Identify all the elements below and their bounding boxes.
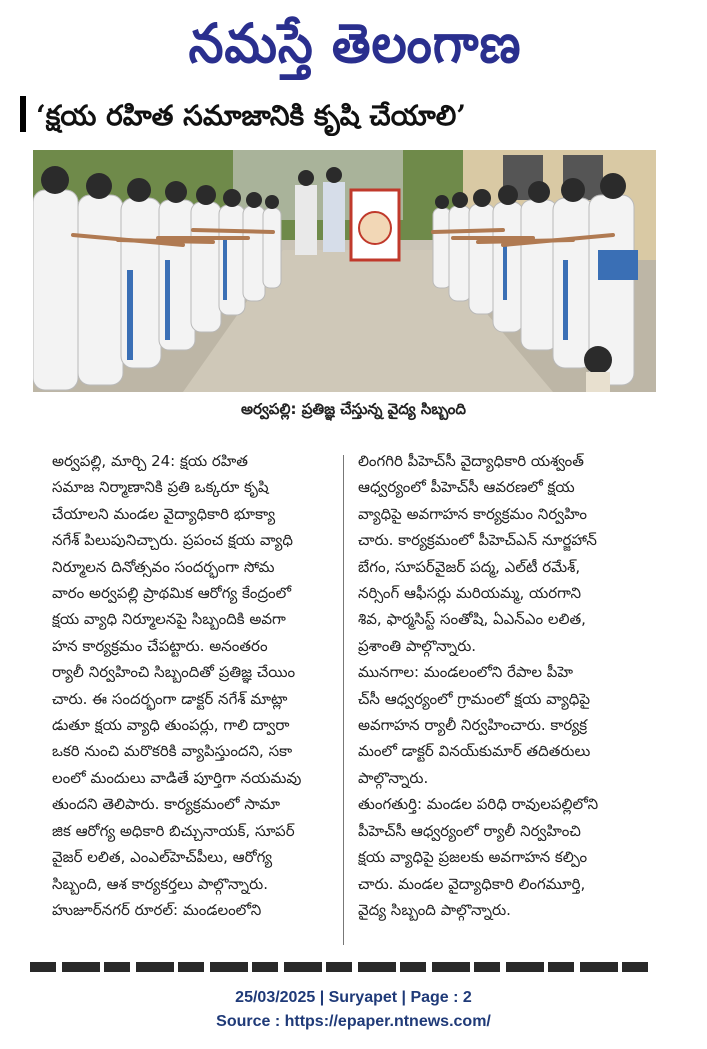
article-line: చారు. ఈ సందర్భంగా డాక్టర్ నగేశ్ మాట్లా (52, 689, 288, 708)
article-line: హుజూర్‌నగర్ రూరల్: మండలంలోని (52, 900, 262, 919)
article-photo (33, 150, 656, 392)
article-line: తుందని తెలిపారు. కార్యక్రమంలో సామా (52, 795, 281, 814)
article-line: చేయాలని మండల వైద్యాధికారి భూక్యా (52, 504, 276, 523)
article-line: మునగాల: మండలంలోని రేపాల పీహె (358, 663, 573, 682)
article-line: క్షయ వ్యాధి నిర్మూలనపై సిబ్బందికి అవగా (52, 610, 286, 629)
article-line: తుంగతుర్తి: మండల పరిధి రావులపల్లిలోని (358, 795, 599, 814)
article-line: చారు. కార్యక్రమంలో పీహెచ్‌ఎన్ నూర్జహాన్ (358, 531, 597, 550)
article-line: హన కార్యక్రమం చేపట్టారు. అనంతరం (52, 636, 268, 655)
article-line: పీహెచ్‌సీ ఆధ్వర్యంలో ర్యాలీ నిర్వహించి (358, 821, 581, 840)
article-line: బేగం, సూపర్‌వైజర్ పద్మ, ఎల్‌టీ రమేశ్, (358, 557, 581, 576)
article-line: వైద్య సిబ్బంది పాల్గొన్నారు. (358, 900, 511, 919)
article-line: ర్యాలీ నిర్వహించి సిబ్బందితో ప్రతిజ్ఞ చేయిం (52, 663, 296, 682)
article-line: చ్‌సీ ఆధ్వర్యంలో గ్రామంలో క్షయ వ్యాధిపై (358, 689, 591, 708)
clipped-next-headline (30, 962, 650, 972)
article-line: లింగగిరి పీహెచ్‌సీ వైద్యాధికారి యశ్వంత్ (358, 452, 584, 470)
source-link[interactable]: Source : https://epaper.ntnews.com/ (216, 1013, 491, 1030)
page-footer (0, 986, 707, 1034)
column-divider (343, 455, 344, 945)
article-column-right (358, 448, 658, 923)
headline-marker-bar (20, 96, 26, 132)
article-line: నిర్మూలన దినోత్సవం సందర్భంగా సోమ (52, 557, 275, 576)
article-line: నగేశ్ పిలుపునిచ్చారు. ప్రపంచ క్షయ వ్యాధి (52, 531, 294, 550)
article-line: ఒకరి నుంచి మరొకరికి వ్యాపిస్తుందని, సకా (52, 742, 293, 761)
newspaper-masthead: నమస్తే తెలంగాణ (188, 11, 522, 75)
photo-caption: అర్వపల్లి: ప్రతిజ్ఞ చేస్తున్న వైద్య సిబ్బంది (241, 400, 466, 418)
article-column-left (52, 448, 352, 923)
article-line: చారు. మండల వైద్యాధికారి లింగమూర్తి, (358, 874, 586, 893)
article-line: డుతూ క్షయ వ్యాధి తుంపర్లు, గాలి ద్వారా (52, 716, 290, 735)
article-line: జిక ఆరోగ్య అధికారి బిచ్చునాయక్, సూపర్ (52, 821, 295, 840)
article-line: లంలో మందులు వాడితే పూర్తిగా నయమవు (52, 768, 302, 787)
article-line: వ్యాధిపై అవగాహన కార్యక్రమం నిర్వహిం (358, 504, 588, 523)
article-line: సిబ్బంది, ఆశ కార్యకర్తలు పాల్గొన్నారు. (52, 874, 268, 893)
article-line: వైజర్ లలిత, ఎంఎల్‌హెచ్‌పీలు, ఆరోగ్య (52, 848, 273, 867)
article-line: అవగాహన ర్యాలీ నిర్వహించారు. కార్యక్ర (358, 716, 588, 735)
article-headline: ‘క్షయ రహిత సమాజానికి కృషి చేయాలి’ (36, 99, 466, 132)
article-line: పాల్గొన్నారు. (358, 768, 429, 787)
rally-photo-illustration (33, 150, 656, 392)
article-line: ఆధ్వర్యంలో పీహెచ్‌సీ ఆవరణలో క్షయ (358, 478, 575, 497)
article-line: ప్రశాంతి పాల్గొన్నారు. (358, 636, 477, 655)
article-line: మంలో డాక్టర్ వినయ్‌కుమార్ తదితరులు (358, 742, 591, 761)
article-line: నర్సింగ్ ఆఫీసర్లు మరియమ్మ, యరగాని (358, 584, 582, 603)
article-line: అర్వపల్లి, మార్చి 24: క్షయ రహిత (52, 452, 248, 470)
article-line: వారం అర్వపల్లి ప్రాథమిక ఆరోగ్య కేంద్రంలో (52, 584, 292, 603)
article-line: క్షయ వ్యాధిపై ప్రజలకు అవగాహన కల్పిం (358, 848, 588, 867)
article-line: సమాజ నిర్మాణానికి ప్రతి ఒక్కరూ కృషి (52, 478, 269, 497)
article-line: శివ, ఫార్మసిస్ట్ సంతోషి, ఏఎన్‌ఎం లలిత, (358, 610, 586, 629)
edition-info: 25/03/2025 | Suryapet | Page : 2 (235, 989, 472, 1006)
